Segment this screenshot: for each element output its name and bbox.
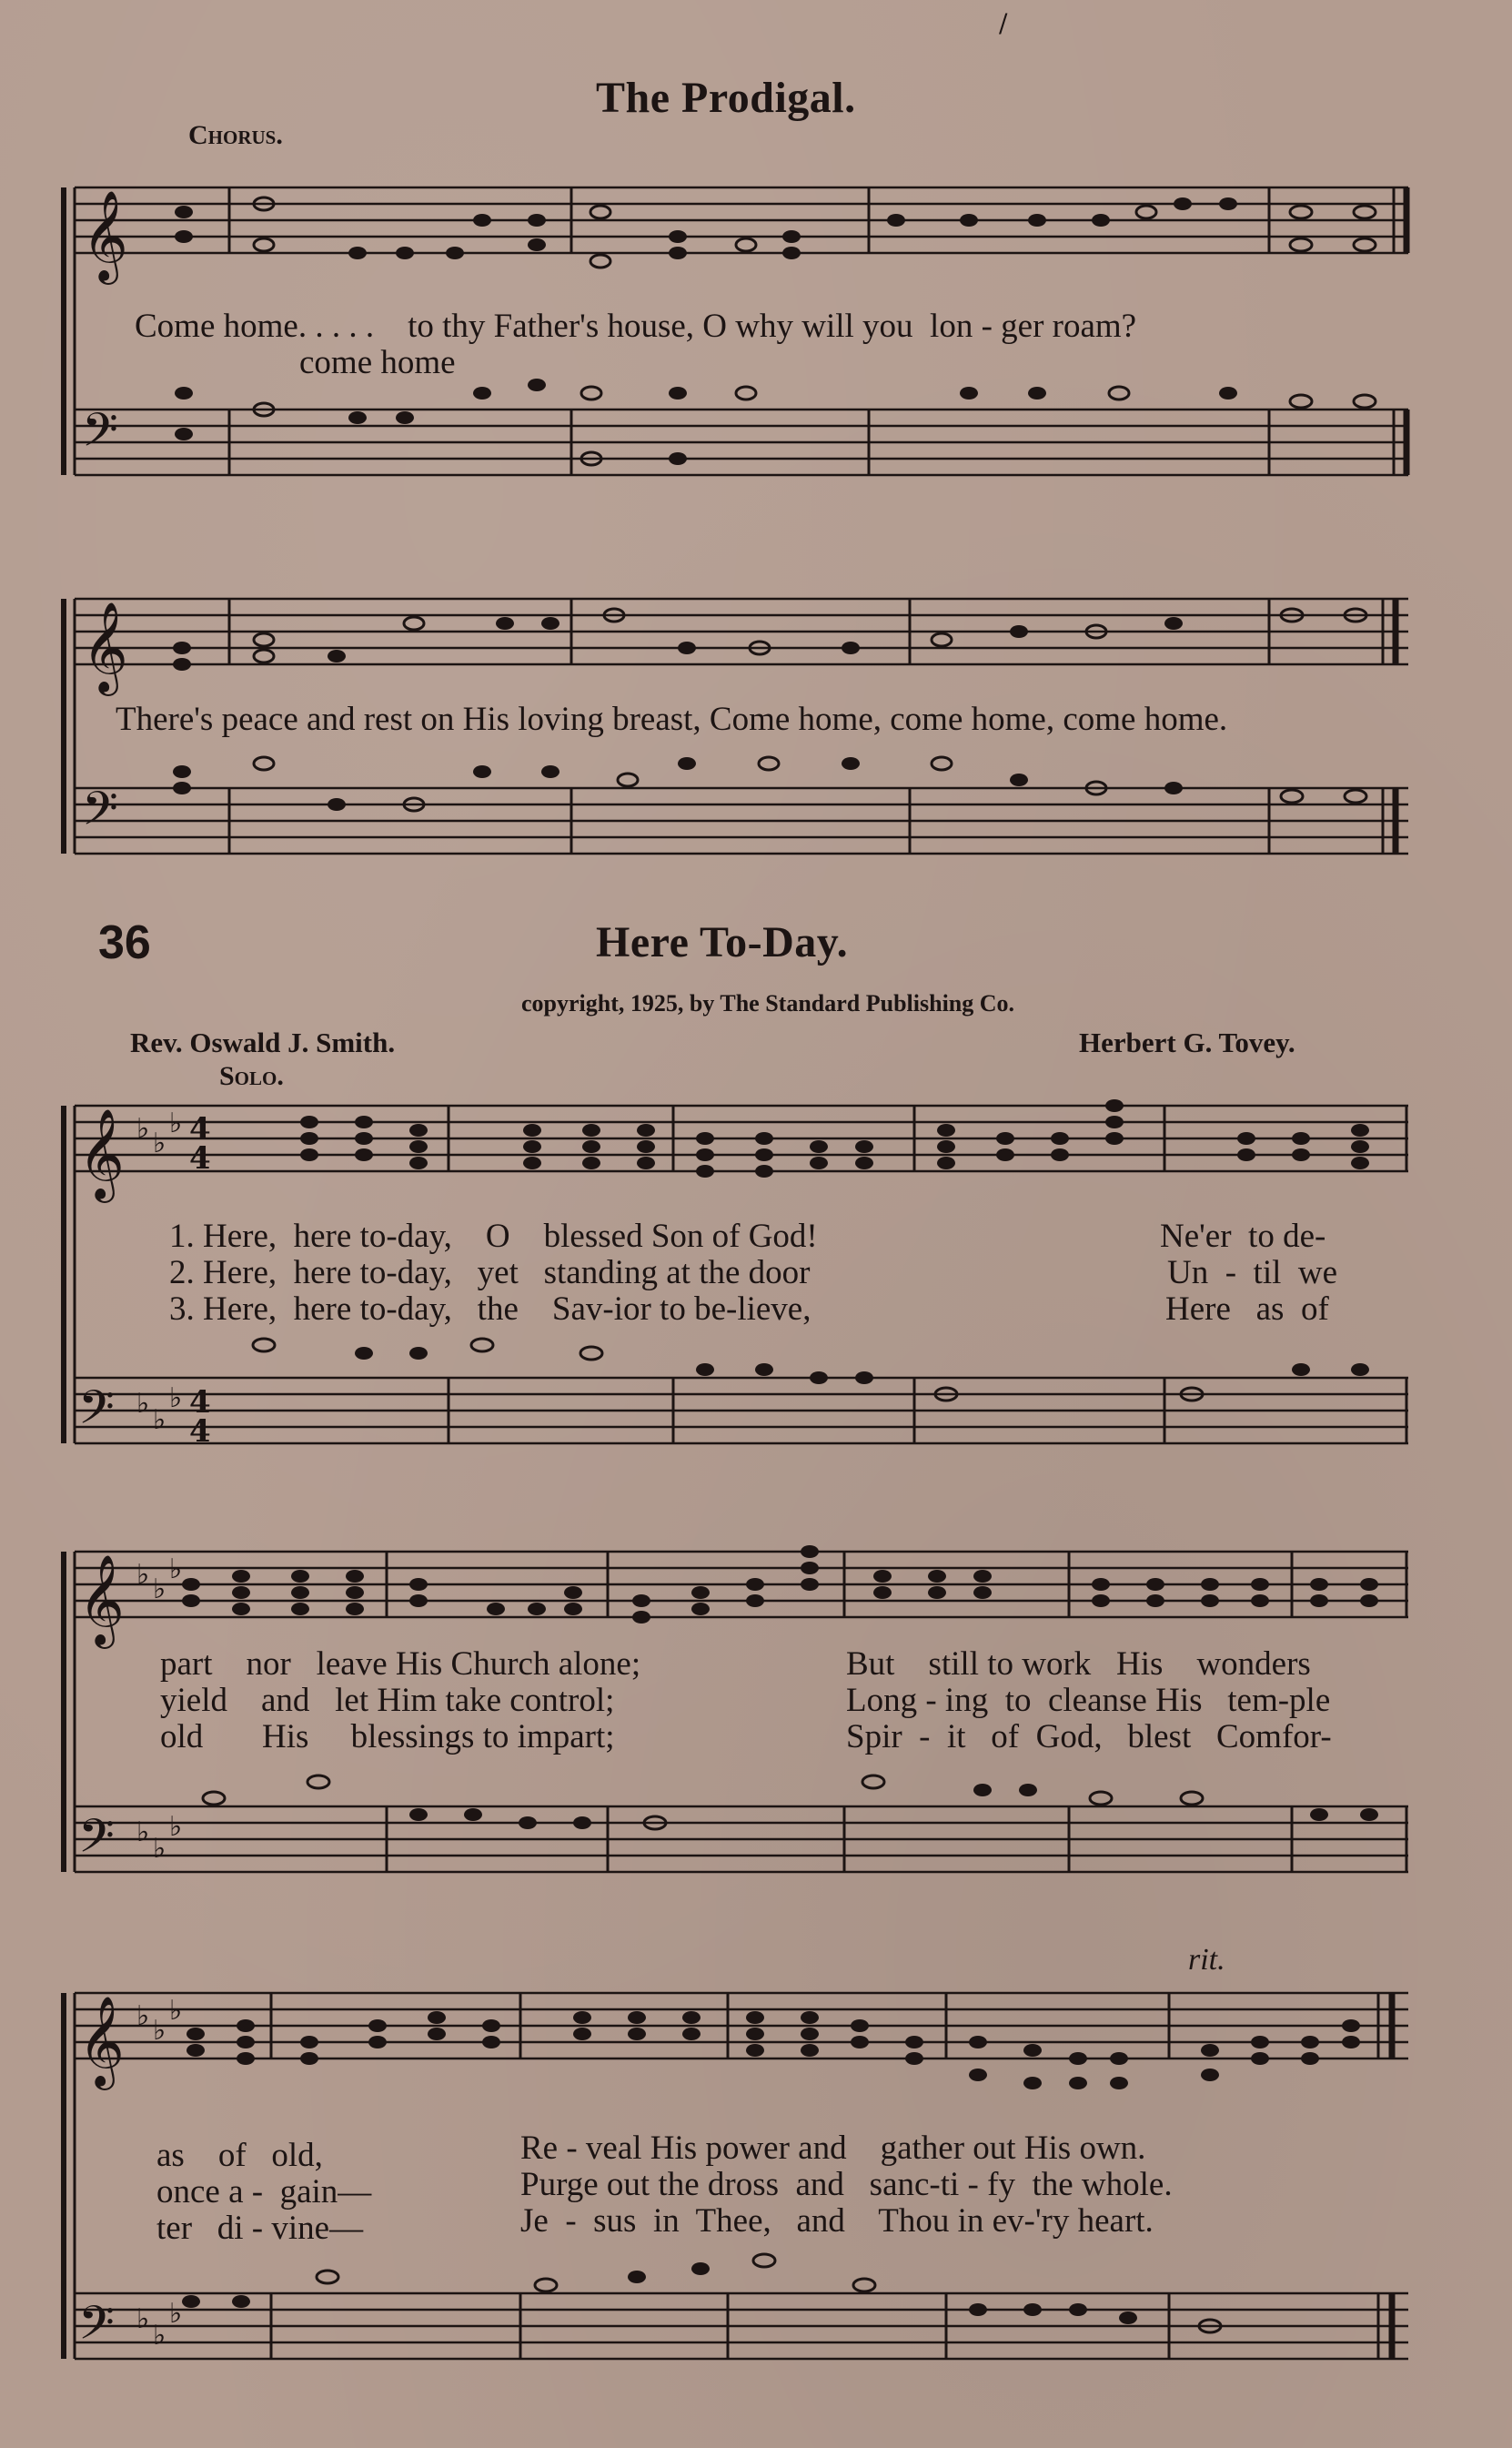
svg-text:♭: ♭: [169, 1382, 183, 1414]
here-today-s3-verse3-end: Je - sus in Thee, and Thou in ev-'ry heart.: [520, 2202, 1154, 2240]
here-today-s2-verse1: part nor leave His Church alone;: [160, 1645, 641, 1683]
svg-text:♭: ♭: [169, 1108, 183, 1139]
here-today-s2-verse2: yield and let Him take control;: [160, 1682, 615, 1719]
svg-text:♭: ♭: [136, 1816, 150, 1848]
svg-text:𝄞: 𝄞: [78, 1996, 125, 2087]
here-today-s1-verse2: 2. Here, here to-day, yet standing at the door: [169, 1254, 811, 1291]
svg-text:♭: ♭: [169, 1995, 183, 2027]
svg-text:♭: ♭: [153, 2015, 166, 2047]
prodigal-line2-lyric: There's peace and rest on His loving breast, Come home, come home, come home.: [116, 701, 1228, 738]
prodigal-line1-echo: come home: [299, 344, 456, 381]
here-today-s3-verse1: as of old,: [156, 2137, 323, 2174]
svg-text:♭: ♭: [153, 1573, 166, 1605]
here-today-s2-verse3-end: Spir - it of God, blest Comfor-: [846, 1718, 1332, 1755]
svg-text:♭: ♭: [153, 2320, 166, 2352]
hymn-title-here-today: Here To-Day.: [596, 918, 849, 966]
svg-text:𝄢: 𝄢: [78, 1808, 115, 1875]
svg-text:𝄞: 𝄞: [82, 602, 128, 693]
here-today-s1-verse3-end: Here as of: [1165, 1290, 1329, 1328]
svg-text:𝄢: 𝄢: [82, 781, 118, 847]
copyright-notice: copyright, 1925, by The Standard Publishing Co.: [521, 990, 1015, 1017]
prodigal-line1-lyric: Come home. . . . . to thy Father's house, O why will you lon - ger roam?: [135, 308, 1137, 345]
svg-text:♭: ♭: [136, 1559, 150, 1591]
here-today-s2-verse3: old His blessings to impart;: [160, 1718, 615, 1755]
svg-text:♭: ♭: [136, 1388, 150, 1420]
solo-label: Solo.: [219, 1061, 284, 1091]
svg-text:𝄞: 𝄞: [78, 1554, 125, 1645]
svg-text:4: 4: [189, 1140, 211, 1177]
svg-text:4: 4: [189, 1413, 211, 1450]
svg-text:♭: ♭: [153, 1833, 166, 1865]
here-today-s1-verse2-end: Un - til we: [1167, 1254, 1338, 1291]
here-today-s3-verse3: ter di - vine—: [156, 2210, 364, 2247]
svg-text:♭: ♭: [169, 1811, 183, 1843]
svg-text:𝄞: 𝄞: [82, 190, 128, 281]
hymn-number: 36: [98, 916, 151, 969]
here-today-s3-verse1-end: Re - veal His power and gather out His own.: [520, 2129, 1146, 2167]
svg-text:4: 4: [189, 1111, 211, 1148]
here-today-s2-verse1-end: But still to work His wonders: [846, 1645, 1311, 1683]
here-today-s1-verse1: 1. Here, here to-day, O blessed Son of God!: [169, 1218, 818, 1255]
svg-text:♭: ♭: [136, 2000, 150, 2032]
here-today-s3-verse2: once a - gain—: [156, 2173, 372, 2210]
svg-text:𝄞: 𝄞: [78, 1108, 125, 1199]
here-today-s2-verse2-end: Long - ing to cleanse His tem-ple: [846, 1682, 1331, 1719]
chorus-label: Chorus.: [188, 120, 283, 150]
composer-credit: Herbert G. Tovey.: [1079, 1027, 1295, 1058]
svg-text:♭: ♭: [169, 1553, 183, 1585]
svg-text:𝄢: 𝄢: [78, 2295, 115, 2362]
here-today-s1-verse1-end: Ne'er to de-: [1160, 1218, 1326, 1255]
here-today-s1-verse3: 3. Here, here to-day, the Sav-ior to be-lieve,: [169, 1290, 811, 1328]
svg-text:♭: ♭: [169, 2298, 183, 2330]
svg-text:𝄢: 𝄢: [82, 402, 118, 469]
svg-text:♭: ♭: [136, 2303, 150, 2335]
svg-text:♭: ♭: [136, 1113, 150, 1145]
svg-text:♭: ♭: [153, 1404, 166, 1436]
hymn-title-prodigal: The Prodigal.: [596, 74, 856, 122]
author-credit: Rev. Oswald J. Smith.: [130, 1027, 396, 1058]
svg-text:♭: ♭: [153, 1128, 166, 1159]
ritardando-mark: rit.: [1188, 1943, 1225, 1977]
here-today-s3-verse2-end: Purge out the dross and sanc-ti - fy the whole.: [520, 2166, 1173, 2203]
page-corner-mark: /: [999, 8, 1008, 38]
svg-text:𝄢: 𝄢: [78, 1380, 115, 1446]
svg-text:4: 4: [189, 1384, 211, 1421]
